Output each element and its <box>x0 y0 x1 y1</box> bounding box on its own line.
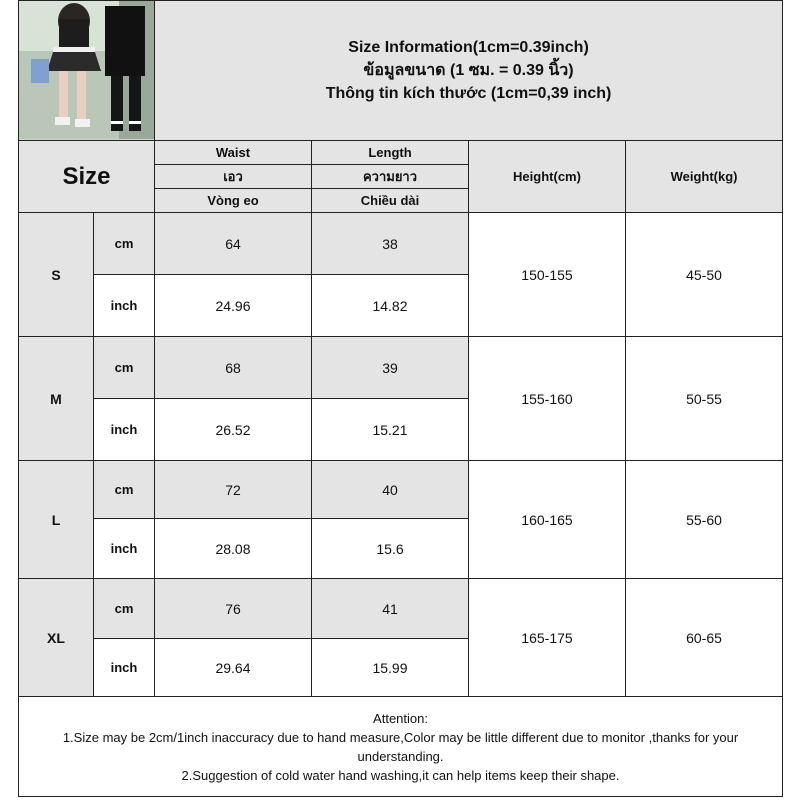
unit-label-inch: inch <box>94 275 155 337</box>
title-row <box>19 1 783 141</box>
table-row <box>19 579 783 639</box>
length-inch-m: 15.21 <box>312 399 469 461</box>
title-english: Size Information(1cm=0.39inch) <box>348 39 589 56</box>
product-photo <box>19 1 155 139</box>
waist-cm-l: 72 <box>155 461 312 519</box>
title-block <box>155 1 783 141</box>
length-inch-xl: 15.99 <box>312 639 469 697</box>
product-photo-cell <box>19 1 155 141</box>
weight-m: 50-55 <box>626 337 783 461</box>
size-label-s: S <box>19 213 94 337</box>
table-row <box>19 337 783 399</box>
unit-label-inch: inch <box>94 639 155 697</box>
attention-note <box>19 697 783 797</box>
waist-inch-m: 26.52 <box>155 399 312 461</box>
waist-header-vi: Vòng eo <box>155 189 312 213</box>
length-header-en: Length <box>312 141 469 165</box>
attention-heading: Attention: <box>373 710 428 726</box>
length-cm-l: 40 <box>312 461 469 519</box>
length-inch-l: 15.6 <box>312 519 469 579</box>
waist-inch-l: 28.08 <box>155 519 312 579</box>
attention-row <box>19 697 783 797</box>
waist-header-th: เอว <box>155 165 312 189</box>
length-cm-xl: 41 <box>312 579 469 639</box>
height-m: 155-160 <box>469 337 626 461</box>
unit-label-cm: cm <box>94 461 155 519</box>
height-s: 150-155 <box>469 213 626 337</box>
unit-label-inch: inch <box>94 399 155 461</box>
waist-inch-s: 24.96 <box>155 275 312 337</box>
height-header: Height(cm) <box>469 141 626 213</box>
table-row <box>19 213 783 275</box>
unit-label-cm: cm <box>94 579 155 639</box>
height-l: 160-165 <box>469 461 626 579</box>
unit-label-inch: inch <box>94 519 155 579</box>
table-row <box>19 461 783 519</box>
waist-cm-m: 68 <box>155 337 312 399</box>
weight-s: 45-50 <box>626 213 783 337</box>
waist-inch-xl: 29.64 <box>155 639 312 697</box>
unit-label-cm: cm <box>94 337 155 399</box>
weight-xl: 60-65 <box>626 579 783 697</box>
size-column-header: Size <box>19 141 155 213</box>
attention-line-2: 2.Suggestion of cold water hand washing,it can help items keep their shape. <box>181 767 620 783</box>
length-inch-s: 14.82 <box>312 275 469 337</box>
size-label-xl: XL <box>19 579 94 697</box>
weight-l: 55-60 <box>626 461 783 579</box>
length-header-th: ความยาว <box>312 165 469 189</box>
header-row-1 <box>19 141 783 165</box>
length-cm-m: 39 <box>312 337 469 399</box>
waist-header-en: Waist <box>155 141 312 165</box>
size-chart <box>18 0 782 798</box>
unit-label-cm: cm <box>94 213 155 275</box>
length-cm-s: 38 <box>312 213 469 275</box>
size-label-l: L <box>19 461 94 579</box>
size-label-m: M <box>19 337 94 461</box>
waist-cm-s: 64 <box>155 213 312 275</box>
waist-cm-xl: 76 <box>155 579 312 639</box>
title-vietnamese: Thông tin kích thước (1cm=0,39 inch) <box>325 85 612 102</box>
attention-line-1: 1.Size may be 2cm/1inch inaccuracy due to hand measure,Color may be little different due to monitor ,thanks for your understanding. <box>62 729 739 764</box>
height-xl: 165-175 <box>469 579 626 697</box>
weight-header: Weight(kg) <box>626 141 783 213</box>
size-table <box>18 0 783 797</box>
title-thai: ข้อมูลขนาด (1 ซม. = 0.39 นิ้ว) <box>363 62 574 79</box>
length-header-vi: Chiều dài <box>312 189 469 213</box>
